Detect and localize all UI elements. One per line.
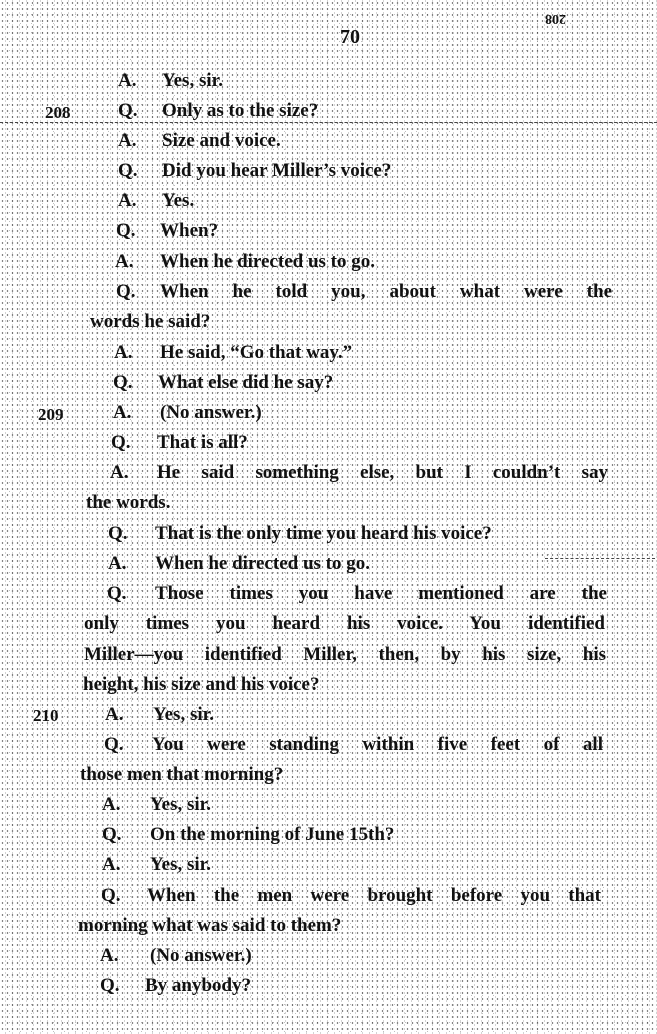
speaker-label: A. (118, 130, 137, 151)
transcript-line (0, 279, 657, 305)
transcript-line (0, 218, 657, 244)
transcript-line (0, 611, 657, 637)
transcript-line (0, 852, 657, 878)
continuation-text: morning what was said to them? (78, 915, 342, 936)
line-text: Yes, sir. (162, 70, 224, 91)
line-text: Did you hear Miller’s voice? (162, 160, 392, 181)
line-text: Only as to the size? (162, 100, 319, 121)
line-text: You were standing within five feet of all (152, 734, 603, 755)
line-text: When he directed us to go. (155, 553, 370, 574)
transcript-line (0, 68, 657, 94)
line-text: Yes. (162, 190, 195, 211)
transcript-line (0, 581, 657, 607)
margin-line-number: 208 (45, 103, 71, 122)
transcript-line (0, 702, 657, 728)
speaker-label: Q. (113, 372, 133, 393)
line-text: When? (160, 220, 219, 241)
transcript-line (0, 249, 657, 275)
line-text: By anybody? (145, 975, 252, 996)
speaker-label: Q. (107, 583, 127, 604)
margin-line-number: 209 (38, 405, 64, 424)
speaker-label: Q. (104, 734, 124, 755)
transcript-line (0, 158, 657, 184)
page-number: 70 (340, 26, 360, 48)
transcript-line (0, 973, 657, 999)
line-text: He said something else, but I couldn’t say (157, 462, 608, 483)
speaker-label: Q. (111, 432, 131, 453)
speaker-label: A. (115, 251, 134, 272)
transcript-line (0, 732, 657, 758)
transcript-line (0, 460, 657, 486)
line-text: That is the only time you heard his voice? (155, 523, 492, 544)
transcript-line (0, 913, 657, 939)
line-text: (No answer.) (160, 402, 262, 423)
line-text: Size and voice. (162, 130, 281, 151)
continuation-text: height, his size and his voice? (83, 674, 320, 695)
corner-page-mark: 208 (545, 11, 566, 26)
transcript-line (0, 521, 657, 547)
transcript-line (0, 490, 657, 516)
transcript-line (0, 551, 657, 577)
transcript-line (0, 340, 657, 366)
continuation-text: the words. (86, 492, 171, 513)
line-text: That is all? (157, 432, 248, 453)
transcript-line (0, 883, 657, 909)
transcript-line (0, 792, 657, 818)
speaker-label: A. (102, 854, 121, 875)
continuation-text: only times you heard his voice. You identified (84, 613, 605, 634)
continuation-text: Miller—you identified Miller, then, by his size, his (84, 644, 606, 665)
speaker-label: Q. (116, 220, 136, 241)
speaker-label: Q. (101, 885, 121, 906)
line-text: When the men were brought before you that (147, 885, 601, 906)
transcript-line (0, 642, 657, 668)
line-text: When he told you, about what were the (160, 281, 612, 302)
speaker-label: Q. (118, 160, 138, 181)
speaker-label: Q. (100, 975, 120, 996)
transcript-line (0, 762, 657, 788)
speaker-label: A. (118, 190, 137, 211)
speaker-label: A. (110, 462, 129, 483)
speaker-label: A. (114, 342, 133, 363)
line-text: On the morning of June 15th? (150, 824, 395, 845)
margin-line-number: 210 (33, 706, 59, 725)
continuation-text: those men that morning? (80, 764, 284, 785)
speaker-label: Q. (102, 824, 122, 845)
speaker-label: A. (105, 704, 124, 725)
transcript-line (0, 430, 657, 456)
transcript-line (0, 309, 657, 335)
line-text: Those times you have mentioned are the (155, 583, 607, 604)
speaker-label: Q. (108, 523, 128, 544)
line-text: What else did he say? (158, 372, 334, 393)
transcript-line (0, 188, 657, 214)
line-text: He said, “Go that way.” (160, 342, 353, 363)
transcript-line (0, 672, 657, 698)
transcript-line (0, 370, 657, 396)
speaker-label: A. (118, 70, 137, 91)
transcript-line (0, 400, 657, 426)
line-text: (No answer.) (150, 945, 252, 966)
speaker-label: Q. (116, 281, 136, 302)
transcript-line (0, 98, 657, 124)
speaker-label: Q. (118, 100, 138, 121)
line-text: Yes, sir. (150, 854, 212, 875)
speaker-label: A. (100, 945, 119, 966)
speaker-label: A. (108, 553, 127, 574)
speaker-label: A. (113, 402, 132, 423)
continuation-text: words he said? (90, 311, 211, 332)
line-text: When he directed us to go. (160, 251, 375, 272)
speaker-label: A. (102, 794, 121, 815)
transcript-line (0, 822, 657, 848)
transcript-line (0, 943, 657, 969)
line-text: Yes, sir. (153, 704, 215, 725)
transcript-line (0, 128, 657, 154)
line-text: Yes, sir. (150, 794, 212, 815)
